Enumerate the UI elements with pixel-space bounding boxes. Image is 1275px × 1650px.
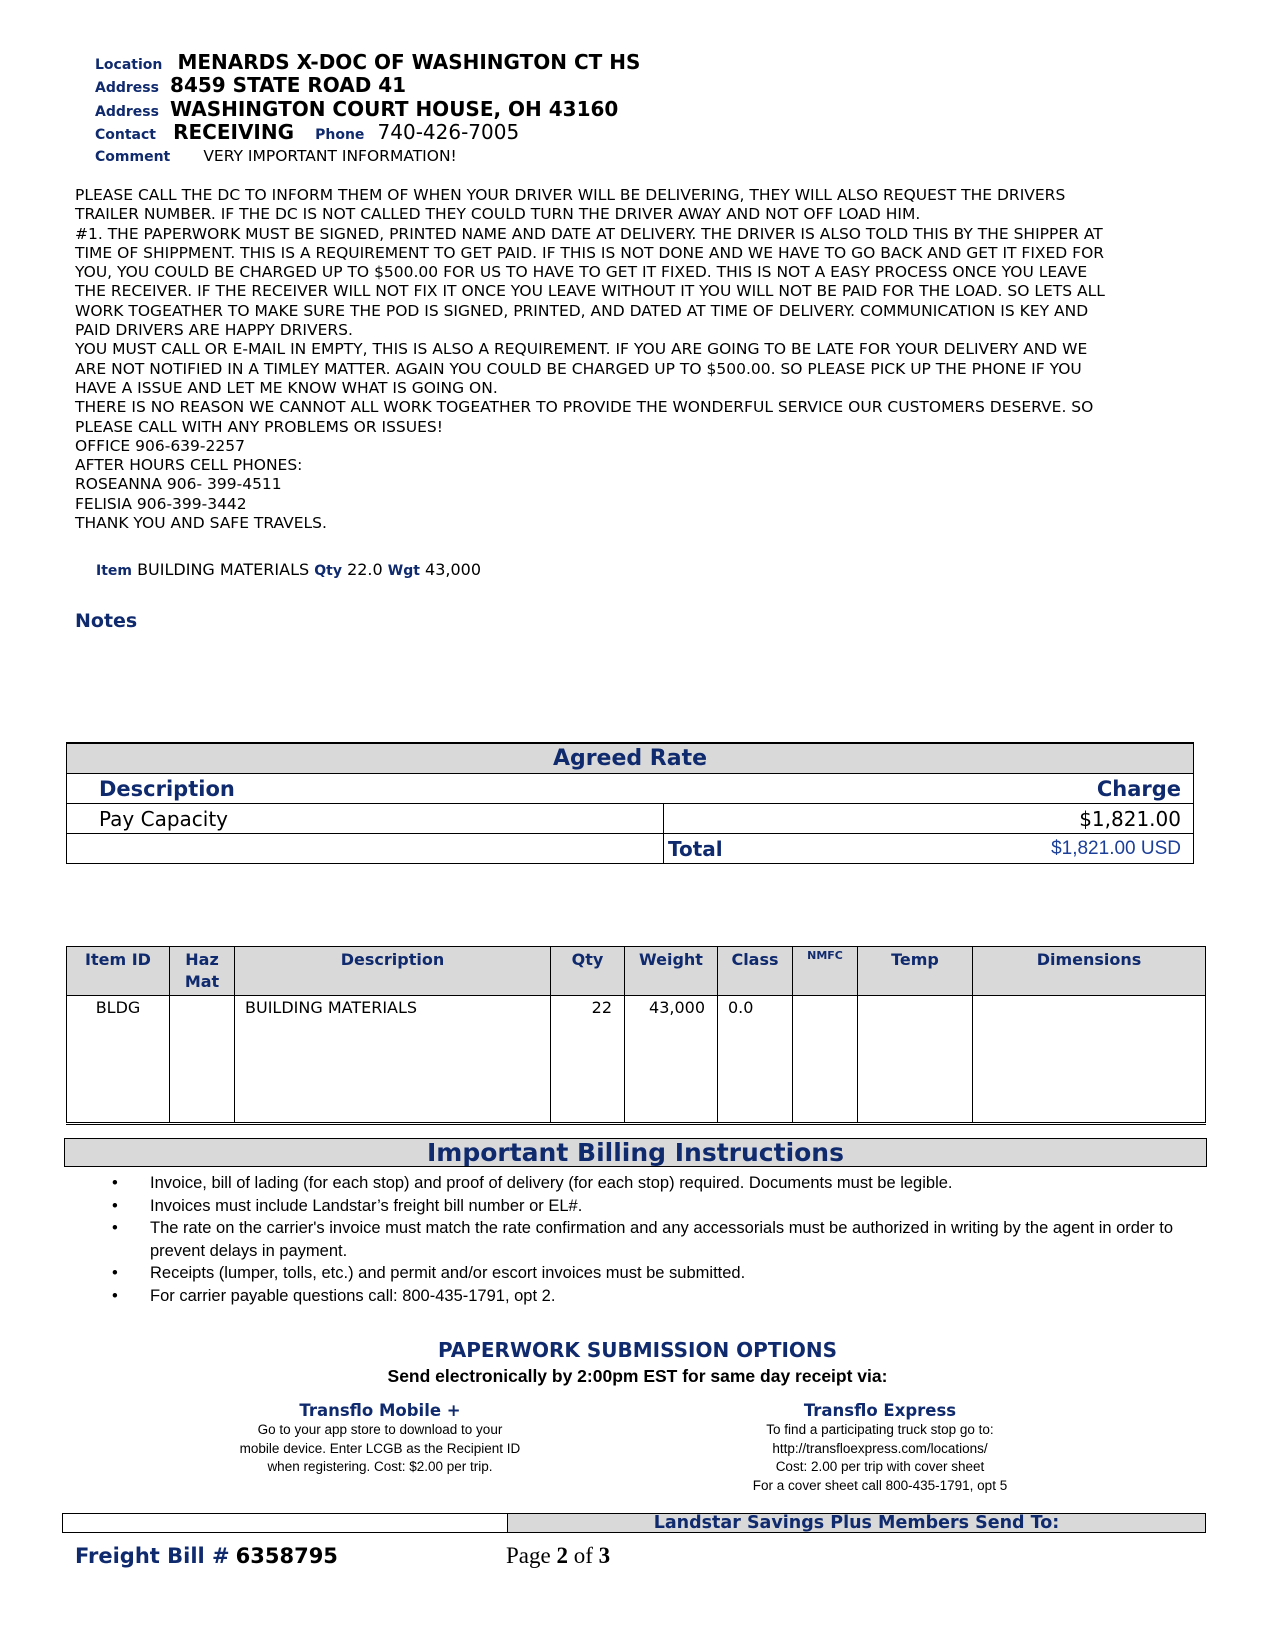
col-dimensions: Dimensions: [973, 947, 1206, 996]
phone-label: Phone: [315, 127, 365, 143]
address-row-2: [95, 97, 618, 121]
transflo-express-line: For a cover sheet call 800-435-1791, opt 5: [752, 1477, 1008, 1493]
agreed-rate-title: Agreed Rate: [67, 744, 1193, 774]
location-row: [95, 50, 640, 74]
paperwork-subtitle: Send electronically by 2:00pm EST for same day receipt via:: [387, 1366, 888, 1386]
message-line: OFFICE 906-639-2257: [75, 436, 245, 455]
transflo-mobile-line: when registering. Cost: $2.00 per trip.: [267, 1459, 493, 1474]
message-line: PAID DRIVERS ARE HAPPY DRIVERS.: [75, 321, 353, 340]
cell-class: 0.0: [718, 996, 793, 1124]
item-label: Item: [96, 563, 132, 579]
col-weight: Weight: [625, 947, 718, 996]
message-line: AFTER HOURS CELL PHONES:: [75, 456, 303, 475]
col-nmfc: NMFC: [793, 947, 858, 996]
cell-description: BUILDING MATERIALS: [235, 996, 551, 1124]
cell-nmfc: [793, 996, 858, 1124]
description-header: Description: [99, 777, 235, 801]
savings-plus-heading: Landstar Savings Plus Members Send To:: [508, 1513, 1206, 1533]
message-line: TIME OF SHIPPMENT. THIS IS A REQUIREMENT TO GET PAID. IF THIS IS NOT DONE AND WE HAVE TO GO BACK AND GET IT FIXED FOR: [75, 243, 1105, 262]
transflo-mobile-option: [180, 1400, 580, 1477]
freight-bill: [75, 1544, 338, 1568]
transflo-express-line: Cost: 2.00 per trip with cover sheet: [775, 1459, 985, 1474]
bullet-icon: •: [112, 1286, 118, 1305]
of-word: of: [573, 1543, 593, 1568]
delivery-instructions: [75, 186, 1205, 533]
cell-haz-mat: [170, 996, 235, 1124]
message-line: YOU, YOU COULD BE CHARGED UP TO $500.00 FOR US TO HAVE TO GET IT FIXED. THIS IS NOT A EASY PROCESS ONCE YOU LEAVE: [75, 263, 1088, 282]
page-total: 3: [598, 1543, 611, 1568]
bullet-icon: •: [112, 1219, 118, 1237]
col-haz-mat: Haz Mat: [170, 947, 235, 996]
agreed-rate-table: [66, 742, 1194, 864]
message-line: THERE IS NO REASON WE CANNOT ALL WORK TOGEATHER TO PROVIDE THE WONDERFUL SERVICE OUR CUSTOMERS DESERVE. SO: [75, 398, 1094, 417]
message-line: #1. THE PAPERWORK MUST BE SIGNED, PRINTED NAME AND DATE AT DELIVERY. THE DRIVER IS ALSO TOLD THIS BY THE SHIPPER AT: [75, 224, 1103, 243]
savings-plus-bar: [62, 1513, 1206, 1533]
col-class: Class: [718, 947, 793, 996]
total-label: Total: [668, 837, 723, 861]
message-line: TRAILER NUMBER. IF THE DC IS NOT CALLED THEY COULD TURN THE DRIVER AWAY AND NOT OFF LOAD HIM.: [75, 205, 921, 224]
bullet-icon: •: [112, 1174, 118, 1192]
rate-line-row: [67, 804, 1193, 834]
billing-bullet: Receipts (lumper, tolls, etc.) and permit and/or escort invoices must be submitted.: [150, 1264, 746, 1282]
message-line: THANK YOU AND SAFE TRAVELS.: [75, 514, 327, 533]
freight-bill-label: Freight Bill #: [75, 1544, 230, 1568]
message-line: PLEASE CALL WITH ANY PROBLEMS OR ISSUES!: [75, 417, 443, 436]
rate-total-empty: [67, 834, 664, 863]
message-line: PLEASE CALL THE DC TO INFORM THEM OF WHEN YOUR DRIVER WILL BE DELIVERING, THEY WILL ALSO REQUEST THE DRIVERS: [75, 186, 1066, 204]
notes-heading: Notes: [75, 610, 138, 632]
bullet-icon: •: [112, 1196, 118, 1215]
list-item: [112, 1262, 1182, 1285]
cell-temp: [858, 996, 973, 1124]
message-line: YOU MUST CALL OR E-MAIL IN EMPTY, THIS IS ALSO A REQUIREMENT. IF YOU ARE GOING TO BE LATE FOR YOUR DELIVERY AND WE: [75, 340, 1088, 359]
transflo-express-option: [690, 1400, 1070, 1495]
list-item: [112, 1285, 1182, 1308]
contact-name: RECEIVING: [173, 120, 295, 144]
message-line: ROSEANNA 906- 399-4511: [75, 475, 282, 494]
phone-number: 740-426-7005: [377, 120, 520, 144]
location-name: MENARDS X-DOC OF WASHINGTON CT HS: [177, 50, 641, 74]
col-temp: Temp: [858, 947, 973, 996]
comment-row: [95, 146, 457, 165]
page-word: Page: [506, 1543, 551, 1568]
total-value: $1,821.00 USD: [1051, 838, 1181, 859]
billing-bullet: Invoices must include Landstar’s freight bill number or EL#.: [150, 1196, 583, 1215]
message-line: HAVE A ISSUE AND LET ME KNOW WHAT IS GOING ON.: [75, 378, 498, 397]
page-number: 2: [556, 1543, 568, 1568]
address-line-1: 8459 STATE ROAD 41: [170, 73, 407, 97]
col-description: Description: [235, 947, 551, 996]
billing-list: [112, 1172, 1182, 1307]
rate-line-description: Pay Capacity: [67, 804, 664, 833]
message-line: WORK TOGEATHER TO MAKE SURE THE POD IS SIGNED, PRINTED, AND DATED AT TIME OF DELIVERY. COMMUNICATION IS KEY AND: [75, 301, 1089, 320]
comment-label: Comment: [95, 149, 171, 165]
address-line-2: WASHINGTON COURT HOUSE, OH 43160: [170, 97, 619, 121]
col-item-id: Item ID: [67, 947, 170, 996]
cell-weight: 43,000: [625, 996, 718, 1124]
transflo-mobile-heading: Transflo Mobile +: [299, 1401, 461, 1420]
rate-line-charge: $1,821.00: [1079, 807, 1181, 831]
cell-qty: 22: [551, 996, 625, 1124]
items-table: [66, 946, 1206, 1125]
transflo-mobile-line: mobile device. Enter LCGB as the Recipient ID: [239, 1440, 521, 1456]
qty-label: Qty: [314, 563, 342, 579]
agreed-rate-header-row: [67, 774, 1193, 804]
cell-item-id: BLDG: [67, 996, 170, 1124]
rate-total-cell: [664, 834, 1193, 863]
message-line: ARE NOT NOTIFIED IN A TIMLEY MATTER. AGAIN YOU COULD BE CHARGED UP TO $500.00. SO PLEASE PICK UP THE PHONE IF YOU: [75, 359, 1082, 378]
contact-row: [95, 120, 519, 144]
item-value: BUILDING MATERIALS: [137, 560, 310, 579]
billing-bullet: The rate on the carrier's invoice must match the rate confirmation and any accessorials must be authorized in writing by the agent in order to prevent delays in payment.: [150, 1219, 1173, 1260]
billing-bullet: For carrier payable questions call: 800-435-1791, opt 2.: [150, 1286, 556, 1305]
qty-value: 22.0: [347, 560, 383, 579]
transflo-express-line: http://transfloexpress.com/locations/: [772, 1440, 988, 1456]
bullet-icon: •: [112, 1264, 118, 1282]
comment-text: VERY IMPORTANT INFORMATION!: [203, 147, 457, 165]
paperwork-title: PAPERWORK SUBMISSION OPTIONS: [437, 1338, 838, 1362]
location-label: Location: [95, 57, 163, 73]
table-row: [67, 996, 1206, 1124]
page-indicator: [506, 1543, 610, 1569]
item-summary: [96, 560, 481, 579]
list-item: [112, 1172, 1182, 1195]
list-item: [112, 1217, 1182, 1262]
rate-total-row: [67, 834, 1193, 863]
charge-header: Charge: [1096, 777, 1181, 801]
transflo-express-heading: Transflo Express: [803, 1401, 957, 1420]
billing-bullet: Invoice, bill of lading (for each stop) and proof of delivery (for each stop) required. Documents must be legible.: [150, 1174, 953, 1192]
wgt-value: 43,000: [425, 560, 482, 579]
message-line: FELISIA 906-399-3442: [75, 494, 247, 513]
transflo-mobile-line: Go to your app store to download to your: [257, 1422, 503, 1437]
address-label-2: Address: [95, 104, 159, 120]
address-row-1: [95, 73, 406, 97]
contact-label: Contact: [95, 127, 156, 143]
billing-title: Important Billing Instructions: [64, 1138, 1207, 1167]
list-item: [112, 1195, 1182, 1218]
cell-dimensions: [973, 996, 1206, 1124]
wgt-label: Wgt: [387, 563, 420, 579]
message-line: THE RECEIVER. IF THE RECEIVER WILL NOT FIX IT ONCE YOU LEAVE WITHOUT IT YOU WILL NOT BE PAID FOR THE LOAD. SO LETS ALL: [75, 282, 1105, 301]
freight-bill-number: 6358795: [235, 1544, 338, 1568]
items-header-row: [67, 947, 1206, 996]
savings-plus-empty-cell: [62, 1513, 508, 1533]
col-qty: Qty: [551, 947, 625, 996]
address-label: Address: [95, 80, 159, 96]
transflo-express-line: To find a participating truck stop go to:: [766, 1422, 994, 1437]
